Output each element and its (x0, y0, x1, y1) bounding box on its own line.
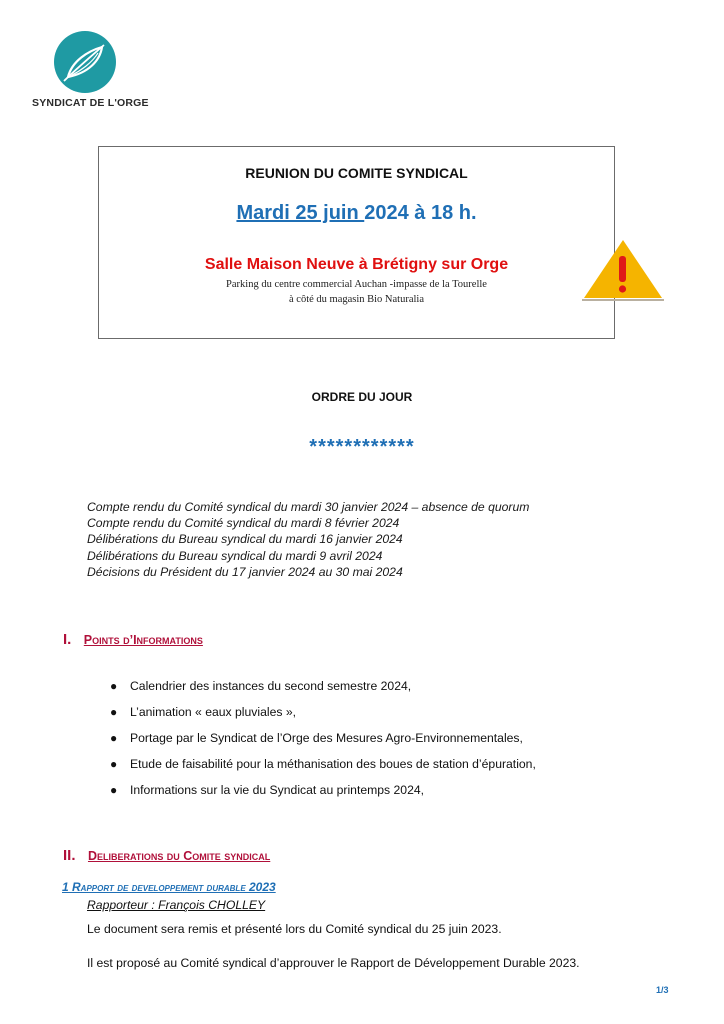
bullet-item (110, 777, 536, 803)
bullet-text: Informations sur la vie du Syndicat au printemps 2024, (130, 783, 425, 797)
bullet-icon: ● (110, 731, 118, 745)
agenda-item: Compte rendu du Comité syndical du mardi 30 janvier 2024 – absence de quorum (87, 500, 530, 514)
bullet-icon: ● (110, 783, 118, 797)
meeting-address-line1: Parking du centre commercial Auchan -impasse de la Tourelle (226, 279, 487, 290)
meeting-date-underlined: Mardi 25 juin (236, 202, 365, 224)
leaf-icon (54, 31, 116, 93)
meeting-title: REUNION DU COMITE SYNDICAL (245, 165, 468, 181)
deliberation-1-paragraph: Le document sera remis et présenté lors du Comité syndical du 25 juin 2023. (87, 922, 502, 936)
bullet-icon: ● (110, 757, 118, 771)
agenda-item: Décisions du Président du 17 janvier 2024 au 30 mai 2024 (87, 565, 403, 579)
deliberation-1-paragraph: Il est proposé au Comité syndical d’approuver le Rapport de Développement Durable 2023. (87, 956, 580, 970)
page-number: 1/3 (656, 985, 669, 995)
meeting-date (98, 202, 615, 225)
bullet-item (110, 751, 536, 777)
agenda-item: Délibérations du Bureau syndical du mardi 16 janvier 2024 (87, 532, 403, 546)
section-2-title: Deliberations du Comite syndical (87, 849, 271, 863)
bullet-icon: ● (110, 705, 118, 719)
section-1-heading (63, 631, 203, 649)
section-1-bullet-list (110, 673, 536, 803)
bullet-text: Etude de faisabilité pour la méthanisation des boues de station d’épuration, (130, 757, 536, 771)
bullet-item (110, 673, 536, 699)
deliberation-1-rapporteur: Rapporteur : François CHOLLEY (87, 898, 266, 912)
bullet-text: Portage par le Syndicat de l’Orge des Mesures Agro-Environnementales, (130, 731, 523, 745)
bullet-item (110, 725, 536, 751)
bullet-text: Calendrier des instances du second semestre 2024, (130, 679, 412, 693)
bullet-text: L’animation « eaux pluviales », (130, 705, 296, 719)
deliberation-1-title: 1 Rapport de developpement durable 2023 (62, 880, 276, 894)
agenda-item: Compte rendu du Comité syndical du mardi 8 février 2024 (87, 516, 400, 530)
logo-text: SYNDICAT DE L'ORGE (32, 97, 149, 109)
agenda-separator: ************ (309, 436, 415, 458)
agenda-item: Délibérations du Bureau syndical du mardi 9 avril 2024 (87, 549, 383, 563)
section-1-title: Points d’Informations (83, 633, 203, 647)
logo-mark (54, 31, 116, 93)
section-1-number: I. (63, 631, 72, 648)
bullet-item (110, 699, 536, 725)
bullet-icon: ● (110, 679, 118, 693)
agenda-title: ORDRE DU JOUR (311, 390, 413, 404)
section-2-number: II. (63, 847, 76, 864)
warning-icon (578, 236, 668, 306)
meeting-date-time: 2024 à 18 h. (364, 202, 477, 224)
meeting-venue: Salle Maison Neuve à Brétigny sur Orge (204, 256, 509, 273)
section-2-heading (63, 847, 270, 865)
meeting-address-line2: à côté du magasin Bio Naturalia (289, 294, 424, 305)
